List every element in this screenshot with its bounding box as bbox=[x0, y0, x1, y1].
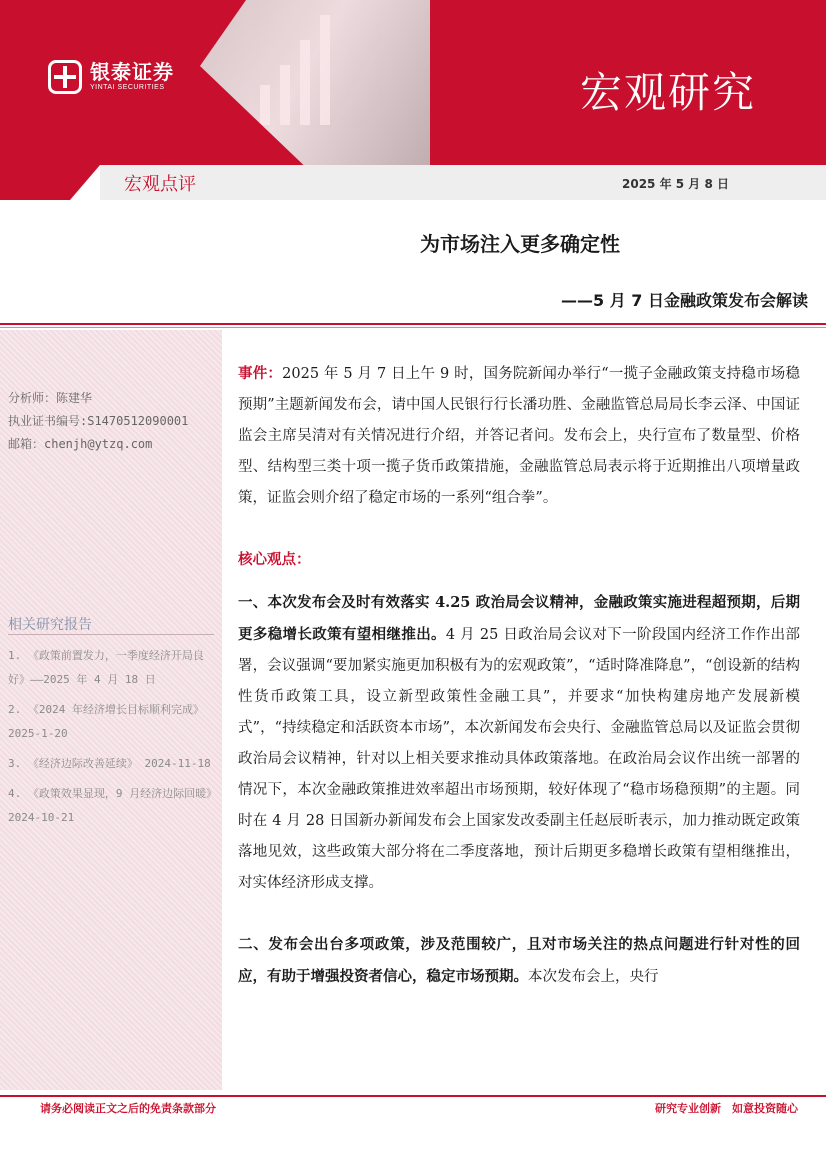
logo-name-en: YINTAI SECURITIES bbox=[90, 84, 165, 91]
footer-slogan: 研究专业创新 如意投资随心 bbox=[655, 1102, 798, 1115]
point-two-text: 本次发布会上，央行 bbox=[528, 969, 659, 985]
related-reports-heading: 相关研究报告 bbox=[8, 617, 92, 633]
banner-chart-graphic bbox=[200, 0, 430, 165]
logo-name-cn: 银泰证券 bbox=[90, 60, 174, 84]
related-report-item: 4. 《政策效果显现，9 月经济边际回暖》2024-10-21 bbox=[8, 787, 218, 824]
page-subtitle: ——5 月 7 日金融政策发布会解读 bbox=[561, 291, 808, 310]
footer-divider bbox=[0, 1095, 826, 1097]
point-two-paragraph bbox=[238, 929, 800, 993]
report-date: 2025 年 5 月 8 日 bbox=[622, 177, 729, 191]
banner-title: 宏观研究 bbox=[579, 68, 756, 117]
event-paragraph bbox=[238, 358, 800, 514]
header-banner bbox=[0, 0, 826, 165]
report-body bbox=[238, 358, 800, 993]
related-report-item: 3. 《经济边际改善延续》 2024-11-18 bbox=[8, 757, 211, 770]
license-number: 执业证书编号:S1470512090001 bbox=[8, 414, 189, 428]
title-divider-thin bbox=[0, 327, 826, 328]
title-divider bbox=[0, 323, 826, 325]
point-one-text: 4 月 25 日政治局会议对下一阶段国内经济工作作出部署，会议强调“要加紧实施更加积极有为的宏观政策”，“适时降准降息”，“创设新的结构性货币政策工具，设立新型政策性金融工具”，并要求“加快构建房地产发展新模式”，“持续稳定和活跃资本市场”，本次新闻发布会央行、金融监管总局以及证监会贯彻政治局会议精神，针对以上相关要求推动具体政策落地。在政治局会议作出统一部署的情况下，本次金融政策推进效率超出市场预期，较好体现了“稳市场稳预期”的主题。同时在 4 月 28 日国新办新闻发布会上国家发改委副主任赵辰昕表示，加力推动既定政策落地见效，这些政策大部分将在二季度落地，预计后期更多稳增长政策有望相继推出，对实体经济形成支撑。 bbox=[238, 627, 800, 891]
logo-mark-icon bbox=[48, 60, 82, 94]
page-title: 为市场注入更多确定性 bbox=[420, 232, 620, 256]
sidebar bbox=[0, 330, 222, 1090]
company-logo bbox=[48, 60, 174, 94]
disclaimer-notice: 请务必阅读正文之后的免责条款部分 bbox=[40, 1102, 216, 1115]
related-reports-divider bbox=[8, 634, 214, 635]
related-report-item: 1. 《政策前置发力，一季度经济开局良好》——2025 年 4 月 18 日 bbox=[8, 649, 204, 686]
event-text: 2025 年 5 月 7 日上午 9 时，国务院新闻办举行“一揽子金融政策支持稳市场稳预期”主题新闻发布会，请中国人民银行行长潘功胜、金融监管总局局长李云泽、中国证监会主席吴清对有关情况进行介绍，并答记者问。发布会上，央行宣布了数量型、价格型、结构型三类十项一揽子货币政策措施，金融监管总局表示将于近期推出八项增量政策，证监会则介绍了稳定市场的一系列“组合拳”。 bbox=[238, 366, 800, 506]
point-one-paragraph bbox=[238, 587, 800, 899]
analyst-email: 邮箱：chenjh@ytzq.com bbox=[8, 437, 153, 451]
related-report-item: 2. 《2024 年经济增长目标顺利完成》2025-1-20 bbox=[8, 703, 204, 740]
point-two-lead: 二、发布会出台多项政策，涉及范围较广，且对市场关注的热点问题进行针对性的回应，有助于增强投资者信心，稳定市场预期。 bbox=[238, 936, 800, 985]
analyst-name: 分析师：陈建华 bbox=[8, 391, 93, 405]
report-category: 宏观点评 bbox=[124, 174, 196, 195]
core-views-heading: 核心观点： bbox=[238, 551, 311, 568]
event-label: 事件： bbox=[238, 365, 283, 382]
point-one-lead: 一、本次发布会及时有效落实 4.25 政治局会议精神，金融政策实施进程超预期，后期更多稳增长政策有望相继推出。 bbox=[238, 594, 800, 643]
related-reports-list bbox=[8, 644, 218, 836]
analyst-info bbox=[8, 387, 188, 456]
